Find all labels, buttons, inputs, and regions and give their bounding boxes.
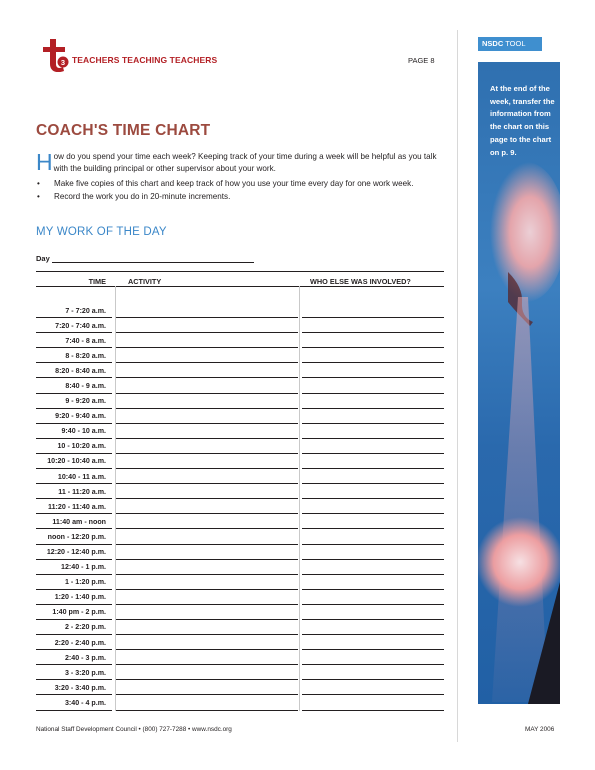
time-slot-label: 2:40 - 3 p.m. xyxy=(64,653,106,662)
table-row[interactable] xyxy=(36,394,444,409)
time-slot-label: 1:20 - 1:40 p.m. xyxy=(54,593,106,602)
time-slot-label: noon - 12:20 p.m. xyxy=(47,532,106,541)
header-who-else: WHO ELSE WAS INVOLVED? xyxy=(310,277,411,286)
table-row[interactable] xyxy=(36,454,444,469)
time-slot-label: 3:40 - 4 p.m. xyxy=(64,698,106,707)
time-slot-label: 10:40 - 11 a.m. xyxy=(57,472,106,481)
time-slot-label: 2 - 2:20 p.m. xyxy=(64,623,106,632)
time-slot-label: 9 - 9:20 a.m. xyxy=(65,397,106,406)
time-slot-label: 1:40 pm - 2 p.m. xyxy=(52,608,106,617)
header-time: TIME xyxy=(88,277,106,286)
section-subtitle: MY WORK OF THE DAY xyxy=(36,226,167,238)
intro-paragraph xyxy=(36,151,440,176)
time-slot-label: 10 - 10:20 a.m. xyxy=(57,442,106,451)
page-number: PAGE 8 xyxy=(408,56,435,65)
who-cell-line[interactable] xyxy=(302,710,444,711)
table-row[interactable] xyxy=(36,575,444,590)
time-slot-label: 12:40 - 1 p.m. xyxy=(61,563,106,572)
table-row[interactable] xyxy=(36,484,444,499)
table-row[interactable] xyxy=(36,665,444,680)
table-header xyxy=(36,272,444,287)
teachers-teaching-teachers-logo-icon xyxy=(36,38,70,72)
time-slot-label: 8:20 - 8:40 a.m. xyxy=(55,366,106,375)
header-activity: ACTIVITY xyxy=(128,277,162,286)
table-row[interactable] xyxy=(36,439,444,454)
table-row[interactable] xyxy=(36,590,444,605)
table-row[interactable] xyxy=(36,680,444,695)
table-row[interactable] xyxy=(36,635,444,650)
time-chart-table xyxy=(36,271,444,711)
time-slot-label: 8 - 8:20 a.m. xyxy=(65,351,106,360)
table-row[interactable] xyxy=(36,620,444,635)
time-slot-label: 7:40 - 8 a.m. xyxy=(65,336,106,345)
bullet-icon: • xyxy=(37,179,40,188)
page-title: COACH'S TIME CHART xyxy=(36,122,211,139)
intro-text: ow do you spend your time each week? Keeping track of your time during a week will be helpful as you talk with the building principal or other supervisor about your work. xyxy=(53,152,437,174)
table-row[interactable] xyxy=(36,469,444,484)
time-slot-label: 9:40 - 10 a.m. xyxy=(61,427,106,436)
table-row[interactable] xyxy=(36,514,444,529)
instruction-text: Make five copies of this chart and keep track of how you use your time every day for one work week. xyxy=(54,179,414,188)
time-slot-label: 2:20 - 2:40 p.m. xyxy=(54,638,106,647)
time-slot-label: 7:20 - 7:40 a.m. xyxy=(55,321,106,330)
time-slot-label: 10:20 - 10:40 a.m. xyxy=(47,457,106,466)
day-input-line[interactable] xyxy=(52,262,254,263)
table-row[interactable] xyxy=(36,378,444,393)
time-slot-label: 1 - 1:20 p.m. xyxy=(64,578,106,587)
instruction-item xyxy=(36,191,442,203)
time-cell-rule xyxy=(36,710,112,711)
table-row[interactable] xyxy=(36,499,444,514)
column-divider xyxy=(457,30,458,742)
instruction-item xyxy=(36,178,442,190)
table-row[interactable] xyxy=(36,560,444,575)
table-row[interactable] xyxy=(36,424,444,439)
intro-dropcap: H xyxy=(36,149,53,175)
column-separator xyxy=(115,286,116,711)
table-body xyxy=(36,303,444,711)
time-slot-label: 7 - 7:20 a.m. xyxy=(65,306,106,315)
nsdc-tag-text: TOOL xyxy=(503,39,526,48)
column-separator xyxy=(299,286,300,711)
instruction-text: Record the work you do in 20-minute increments. xyxy=(54,192,231,202)
time-slot-label: 11:40 am - noon xyxy=(52,517,106,526)
table-row[interactable] xyxy=(36,695,444,710)
bullet-icon: • xyxy=(37,192,40,202)
table-row[interactable] xyxy=(36,650,444,665)
table-row[interactable] xyxy=(36,545,444,560)
footer-contact: National Staff Development Council • (800) 727-7288 • www.nsdc.org xyxy=(36,726,232,733)
nsdc-tag-bold: NSDC xyxy=(482,39,504,48)
time-slot-label: 9:20 - 9:40 a.m. xyxy=(55,412,106,421)
table-row[interactable] xyxy=(36,303,444,318)
footer-date: MAY 2006 xyxy=(525,726,555,733)
logo-text: TEACHERS TEACHING TEACHERS xyxy=(72,55,218,65)
svg-text:3: 3 xyxy=(60,58,66,67)
table-row[interactable] xyxy=(36,605,444,620)
time-slot-label: 12:20 - 12:40 p.m. xyxy=(46,548,106,556)
time-slot-label: 3 - 3:20 p.m. xyxy=(64,668,106,677)
table-row[interactable] xyxy=(36,529,444,544)
time-slot-label: 11:20 - 11:40 a.m. xyxy=(48,502,106,511)
table-spacer xyxy=(36,287,444,303)
time-slot-label: 3:20 - 3:40 p.m. xyxy=(54,683,106,692)
day-label: Day xyxy=(36,254,50,263)
table-row[interactable] xyxy=(36,409,444,424)
nsdc-tool-tag xyxy=(478,37,542,51)
table-row[interactable] xyxy=(36,363,444,378)
instruction-list xyxy=(36,178,442,205)
time-slot-label: 11 - 11:20 a.m. xyxy=(58,487,106,496)
table-row[interactable] xyxy=(36,333,444,348)
table-row[interactable] xyxy=(36,318,444,333)
activity-cell-line[interactable] xyxy=(116,710,298,711)
table-row[interactable] xyxy=(36,348,444,363)
time-slot-label: 8:40 - 9 a.m. xyxy=(65,381,106,390)
sidebar-caption: At the end of the week, transfer the information from the chart on this page to the chart on p. 9. xyxy=(490,84,555,157)
